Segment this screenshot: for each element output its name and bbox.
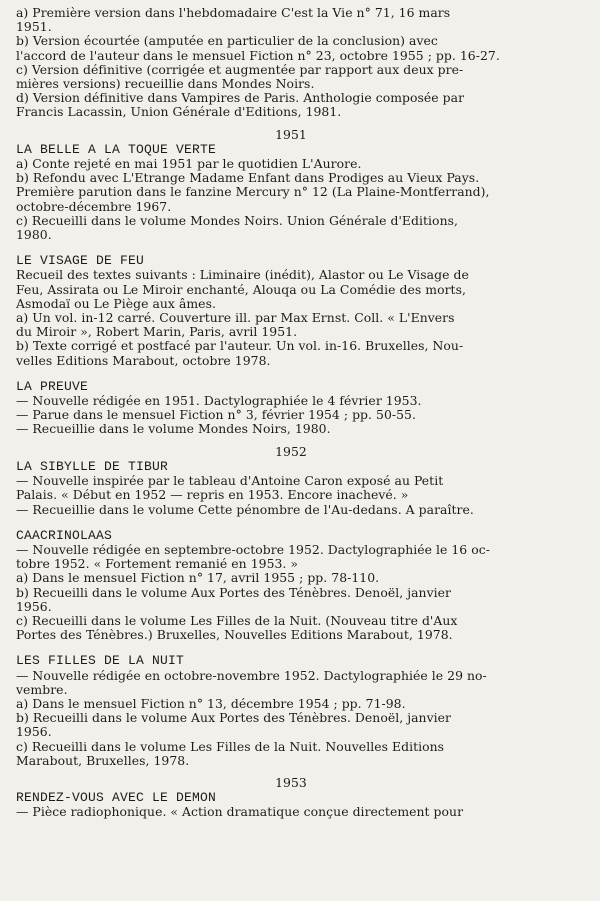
entry-la-preuve	[16, 380, 566, 437]
text-line: c) Version définitive (corrigée et augmentée par rapport aux deux pre-	[16, 62, 464, 77]
text-line: Portes des Ténèbres.) Bruxelles, Nouvelles Editions Marabout, 1978.	[16, 628, 453, 643]
year-heading-1952: 1952	[275, 443, 307, 459]
entry-title: LA BELLE A LA TOQUE VERTE	[16, 141, 217, 157]
entry-filles-de-la-nuit	[16, 654, 566, 768]
text-line: b) Version écourtée (amputée en particulier de la conclusion) avec	[16, 34, 438, 49]
text-line: Francis Lacassin, Union Générale d'Editions, 1981.	[16, 105, 342, 120]
entry-caacrinolaas	[16, 529, 566, 643]
text-line: Feu, Assirata ou Le Miroir enchanté, Alouqa ou La Comédie des morts,	[16, 282, 466, 297]
text-line: velles Editions Marabout, octobre 1978.	[16, 353, 271, 368]
text-line: — Nouvelle inspirée par le tableau d'Antoine Caron exposé au Petit	[16, 474, 444, 489]
text-line: b) Recueilli dans le volume Aux Portes des Ténèbres. Denoël, janvier	[16, 585, 451, 600]
text-line: mières versions) recueillie dans Mondes Noirs.	[16, 77, 315, 92]
text-line: d) Version définitive dans Vampires de Paris. Anthologie composée par	[16, 91, 465, 106]
text-line: vembre.	[16, 682, 68, 697]
entry-title: LA SIBYLLE DE TIBUR	[16, 458, 169, 474]
entry-title: LA PREUVE	[16, 378, 89, 394]
text-line: 1951.	[16, 20, 52, 35]
text-line: Palais. « Début en 1952 — repris en 1953. Encore inachevé. »	[16, 488, 409, 503]
text-line: Marabout, Bruxelles, 1978.	[16, 753, 190, 768]
entry-belle-toque-verte	[16, 143, 566, 242]
text-line: Asmodaï ou Le Piège aux âmes.	[16, 296, 216, 311]
text-line: a) Dans le mensuel Fiction n° 17, avril 1955 ; pp. 78-110.	[16, 571, 380, 586]
year-heading-1953: 1953	[275, 774, 307, 790]
text-line: b) Refondu avec L'Etrange Madame Enfant dans Prodiges au Vieux Pays.	[16, 171, 480, 186]
entry-rendez-vous-demon	[16, 791, 566, 819]
entry-title: LE VISAGE DE FEU	[16, 253, 145, 269]
text-line: tobre 1952. « Fortement remanié en 1953. »	[16, 557, 299, 572]
text-line: 1956.	[16, 599, 52, 614]
text-line: — Recueillie dans le volume Cette pénombre de l'Au-dedans. A paraître.	[16, 502, 474, 517]
text-line: a) Conte rejeté en mai 1951 par le quotidien L'Aurore.	[16, 157, 362, 172]
text-line: b) Recueilli dans le volume Aux Portes des Ténèbres. Denoël, janvier	[16, 711, 451, 726]
entry-title: LES FILLES DE LA NUIT	[16, 653, 185, 669]
entry-title: CAACRINOLAAS	[16, 527, 113, 543]
text-line: a) Première version dans l'hebdomadaire C'est la Vie n° 71, 16 mars	[16, 6, 451, 20]
text-line: c) Recueilli dans le volume Les Filles de la Nuit. (Nouveau titre d'Aux	[16, 613, 458, 628]
text-line: — Nouvelle rédigée en 1951. Dactylographiée le 4 février 1953.	[16, 394, 422, 409]
entry-title: RENDEZ-VOUS AVEC LE DEMON	[16, 790, 217, 806]
text-line: — Nouvelle rédigée en octobre-novembre 1952. Dactylographiée le 29 no-	[16, 668, 487, 683]
text-line: a) Dans le mensuel Fiction n° 13, décembre 1954 ; pp. 71-98.	[16, 696, 406, 711]
text-line: Première parution dans le fanzine Mercury n° 12 (La Plaine-Montferrand),	[16, 185, 490, 200]
entry-sibylle-de-tibur	[16, 460, 566, 517]
intro-notes	[16, 6, 566, 120]
text-line: l'accord de l'auteur dans le mensuel Fiction n° 23, octobre 1955 ; pp. 16-27.	[16, 48, 500, 63]
text-line: c) Recueilli dans le volume Les Filles de la Nuit. Nouvelles Editions	[16, 739, 445, 754]
text-line: — Nouvelle rédigée en septembre-octobre 1952. Dactylographiée le 16 oc-	[16, 542, 490, 557]
text-line: b) Texte corrigé et postfacé par l'auteur. Un vol. in-16. Bruxelles, Nou-	[16, 339, 464, 354]
text-line: c) Recueilli dans le volume Mondes Noirs. Union Générale d'Editions,	[16, 213, 458, 228]
text-line: — Recueillie dans le volume Mondes Noirs, 1980.	[16, 422, 331, 437]
text-line: 1980.	[16, 228, 52, 243]
text-line: — Pièce radiophonique. « Action dramatique conçue directement pour	[16, 805, 464, 820]
text-line: 1956.	[16, 725, 52, 740]
text-line: du Miroir », Robert Marin, Paris, avril 1951.	[16, 325, 298, 340]
text-line: — Parue dans le mensuel Fiction n° 3, février 1954 ; pp. 50-55.	[16, 408, 416, 423]
text-line: octobre-décembre 1967.	[16, 199, 172, 214]
entry-visage-de-feu	[16, 254, 566, 368]
text-line: Recueil des textes suivants : Liminaire (inédit), Alastor ou Le Visage de	[16, 268, 469, 283]
year-heading-1951: 1951	[275, 126, 307, 142]
text-line: a) Un vol. in-12 carré. Couverture ill. par Max Ernst. Coll. « L'Envers	[16, 311, 455, 326]
